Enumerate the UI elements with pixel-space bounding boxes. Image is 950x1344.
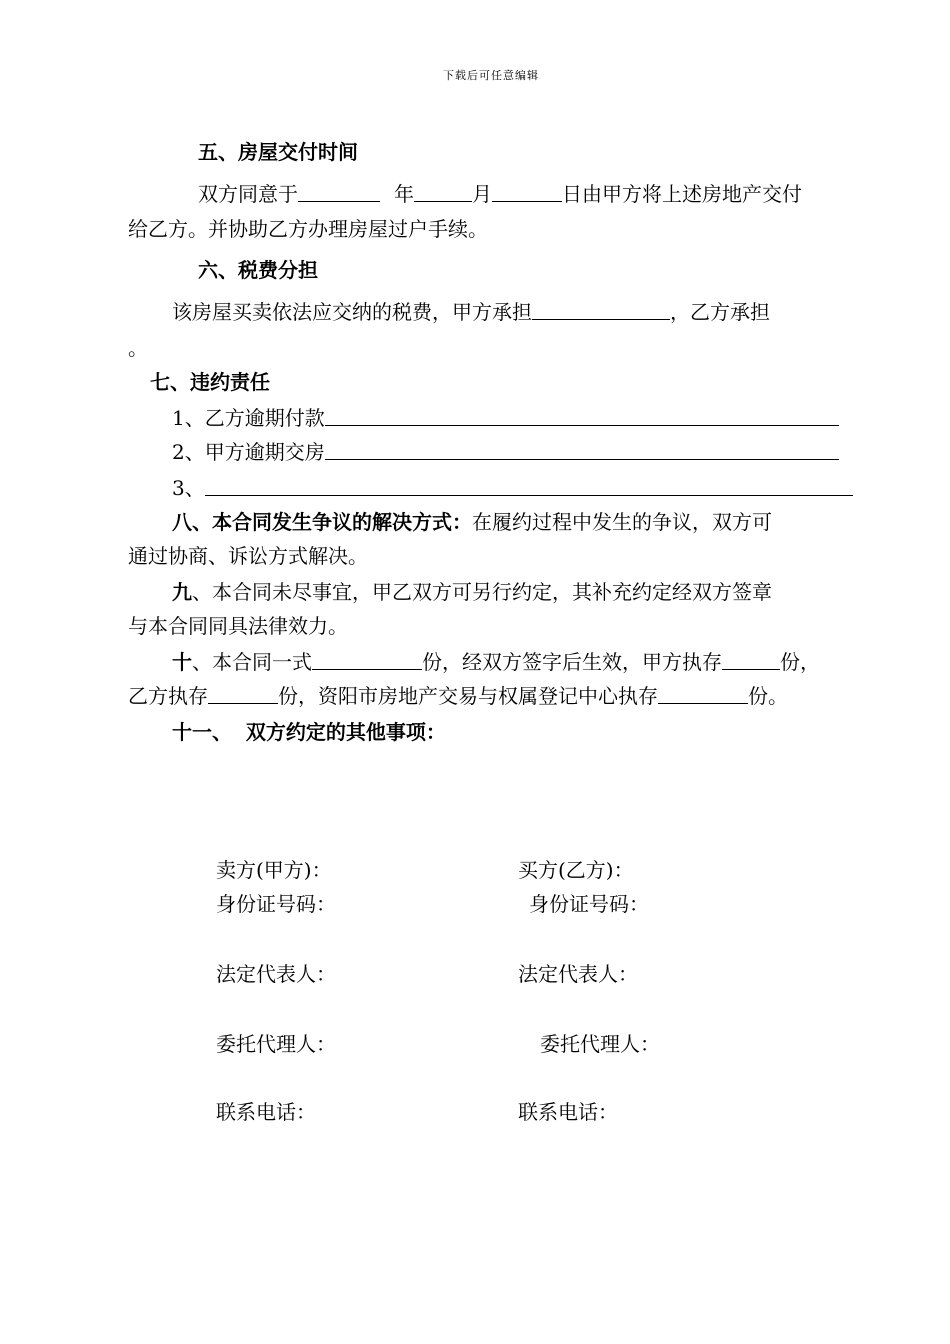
buyer-phone-label: 联系电话： — [518, 1100, 618, 1124]
seller-copies-blank[interactable] — [722, 649, 780, 670]
breach-item-2-label: 2、甲方逾期交房 — [172, 440, 325, 464]
section-8-title: 八、本合同发生争议的解决方式： — [172, 510, 472, 534]
breach-item-3-blank[interactable] — [205, 475, 853, 496]
breach-item-2 — [172, 438, 839, 466]
section-10-text-4: 乙方执存 — [128, 684, 208, 708]
delivery-month-blank[interactable] — [414, 181, 472, 202]
section-5-title: 五、房屋交付时间 — [198, 140, 358, 164]
registry-copies-blank[interactable] — [658, 683, 748, 704]
breach-item-1-blank[interactable] — [325, 405, 839, 426]
section-5-line-2: 给乙方。并协助乙方办理房屋过户手续。 — [128, 217, 488, 241]
buyer-agent-label: 委托代理人： — [540, 1032, 660, 1056]
section-6-text-2: ，乙方承担 — [670, 300, 770, 324]
section-9-title: 九 — [172, 580, 192, 604]
buyer-rep-label: 法定代表人： — [518, 962, 638, 986]
page-header-note: 下载后可任意编辑 — [443, 69, 539, 82]
section-9-line-2: 与本合同同具法律效力。 — [128, 614, 348, 638]
section-10-text-5: 份，资阳市房地产交易与权属登记中心执存 — [278, 684, 658, 708]
breach-item-3-label: 3、 — [172, 476, 205, 500]
section-8-text-1: 在履约过程中发生的争议，双方可 — [472, 510, 772, 534]
seller-label: 卖方(甲方)： — [216, 858, 332, 882]
section-9-text-1: 、本合同未尽事宜，甲乙双方可另行约定，其补充约定经双方签章 — [192, 580, 772, 604]
section-10-text-2: 份，经双方签字后生效，甲方执存 — [422, 650, 722, 674]
section-8-line-1 — [172, 508, 772, 536]
buyer-copies-blank[interactable] — [208, 683, 278, 704]
section-6-line-2: 。 — [128, 336, 148, 360]
seller-tax-blank[interactable] — [532, 299, 670, 320]
breach-item-2-blank[interactable] — [325, 439, 839, 460]
section-10-text-1: 、本合同一式 — [192, 650, 312, 674]
breach-item-1 — [172, 404, 839, 432]
seller-id-label: 身份证号码： — [216, 892, 336, 916]
section-5-line-1 — [198, 180, 802, 208]
seller-phone-label: 联系电话： — [216, 1100, 316, 1124]
breach-item-3 — [172, 474, 853, 502]
section-9-line-1 — [172, 578, 772, 606]
section-10-title: 十 — [172, 650, 192, 674]
section-5-text-2: 日由甲方将上述房地产交付 — [562, 182, 802, 206]
section-6-title: 六、税费分担 — [198, 258, 318, 282]
seller-rep-label: 法定代表人： — [216, 962, 336, 986]
year-label: 年 — [394, 182, 414, 206]
section-6-line-1 — [172, 298, 770, 326]
section-8-line-2: 通过协商、诉讼方式解决。 — [128, 544, 368, 568]
section-6-text-1: 该房屋买卖依法应交纳的税费，甲方承担 — [172, 300, 532, 324]
section-7-title: 七、违约责任 — [150, 370, 270, 394]
section-10-text-3: 份， — [780, 650, 820, 674]
section-10-line-2 — [128, 682, 788, 710]
buyer-id-label: 身份证号码： — [529, 892, 649, 916]
breach-item-1-label: 1、乙方逾期付款 — [172, 406, 325, 430]
delivery-day-blank[interactable] — [492, 181, 562, 202]
month-label: 月 — [472, 182, 492, 206]
buyer-label: 买方(乙方)： — [518, 858, 634, 882]
copies-total-blank[interactable] — [312, 649, 422, 670]
section-10-text-6: 份。 — [748, 684, 788, 708]
section-5-text-1: 双方同意于 — [198, 182, 298, 206]
seller-agent-label: 委托代理人： — [216, 1032, 336, 1056]
section-11-title: 十一、 双方约定的其他事项： — [172, 720, 446, 744]
section-10-line-1 — [172, 648, 820, 676]
delivery-year-blank[interactable] — [298, 181, 380, 202]
